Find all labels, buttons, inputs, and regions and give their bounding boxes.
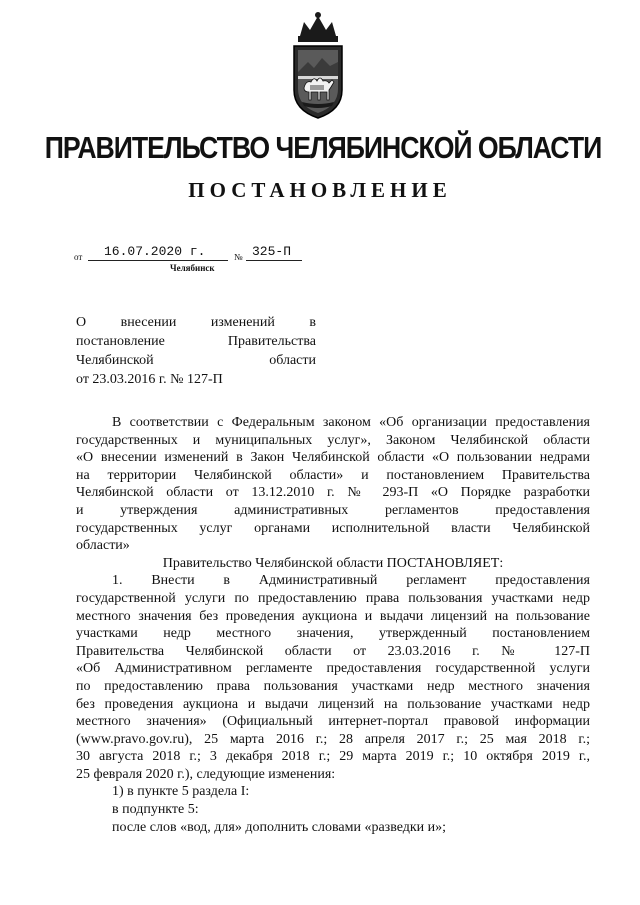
item-line: (www.pravo.gov.ru), 25 марта 2016 г.; 28 апреля 2017 г.; 25 мая 2018 г.; — [76, 731, 590, 747]
item-line: «Об Административном регламенте предоставления государственной услуги — [76, 661, 590, 677]
document-meta — [74, 244, 314, 276]
preamble-line: «О внесении изменений в Закон Челябинской области «О пользовании недрами — [76, 450, 590, 466]
subject-line: Челябинской области — [76, 353, 316, 368]
subject-line: от 23.03.2016 г. № 127-П — [76, 372, 223, 387]
preamble-line: и утверждения административных регламентов предоставления — [76, 502, 590, 518]
item-line: 25 февраля 2020 г.), следующие изменения: — [76, 766, 336, 782]
preamble-line: на территории Челябинской области» и постановлением Правительства — [76, 467, 590, 483]
item-line: участками недр местного значения, утвержденный постановлением — [76, 626, 590, 642]
item-line: местного значения» (Официальный интернет-портал правовой информации — [76, 714, 590, 730]
document-date: 16.07.2020 г. — [104, 244, 206, 259]
document-body — [76, 414, 590, 836]
item-line: 1. Внести в Административный регламент предоставления — [112, 573, 590, 589]
number-label: № — [234, 252, 243, 262]
subitem-line: 1) в пункте 5 раздела I: — [112, 784, 250, 800]
subject-line: постановление Правительства — [76, 334, 316, 349]
item-line: 30 августа 2018 г.; 3 декабря 2018 г.; 29 марта 2019 г.; 10 октября 2019 г., — [76, 749, 590, 765]
preamble-line: Челябинской области от 13.12.2010 г. № 293-П «О Порядке разработки — [76, 485, 590, 501]
subject-line: О внесении изменений в — [76, 315, 316, 330]
document-subject — [76, 313, 316, 389]
preamble-line: В соответствии с Федеральным законом «Об организации предоставления — [112, 415, 590, 430]
preamble-line: области» — [76, 538, 130, 554]
date-label: от — [74, 252, 83, 262]
date-underline — [88, 260, 228, 261]
preamble-line: государственных и муниципальных услуг», Законом Челябинской области — [76, 432, 590, 448]
item-line: по предоставлению права пользования участками недр местного значения — [76, 678, 590, 694]
resolution-statement: Правительство Челябинской области ПОСТАНОВЛЯЕТ: — [162, 555, 504, 571]
subpoint-line: в подпункте 5: — [112, 802, 199, 818]
item-line: местного значения без проведения аукциона и выдачи лицензий на пользование — [76, 608, 590, 624]
chelyabinsk-coat-of-arms-icon — [280, 10, 356, 122]
government-title: ПРАВИТЕЛЬСТВО ЧЕЛЯБИНСКОЙ ОБЛАСТИ — [44, 130, 602, 165]
item-line: государственной услуги по предоставлению права пользования участками недр — [76, 590, 590, 606]
preamble-line: государственных услуг органами исполнительной власти Челябинской — [76, 520, 590, 536]
item-line: без проведения аукциона и выдачи лицензий на пользование участками недр — [76, 696, 590, 712]
coat-of-arms-emblem — [280, 10, 356, 122]
number-underline — [246, 260, 302, 261]
amendment-line: после слов «вод, для» дополнить словами «разведки и»; — [112, 819, 447, 835]
document-type: ПОСТАНОВЛЕНИЕ — [188, 178, 452, 202]
document-number: 325-П — [252, 244, 292, 259]
item-line: Правительства Челябинской области от 23.03.2016 г. № 127-П — [76, 643, 590, 659]
document-city: Челябинск — [170, 263, 215, 273]
